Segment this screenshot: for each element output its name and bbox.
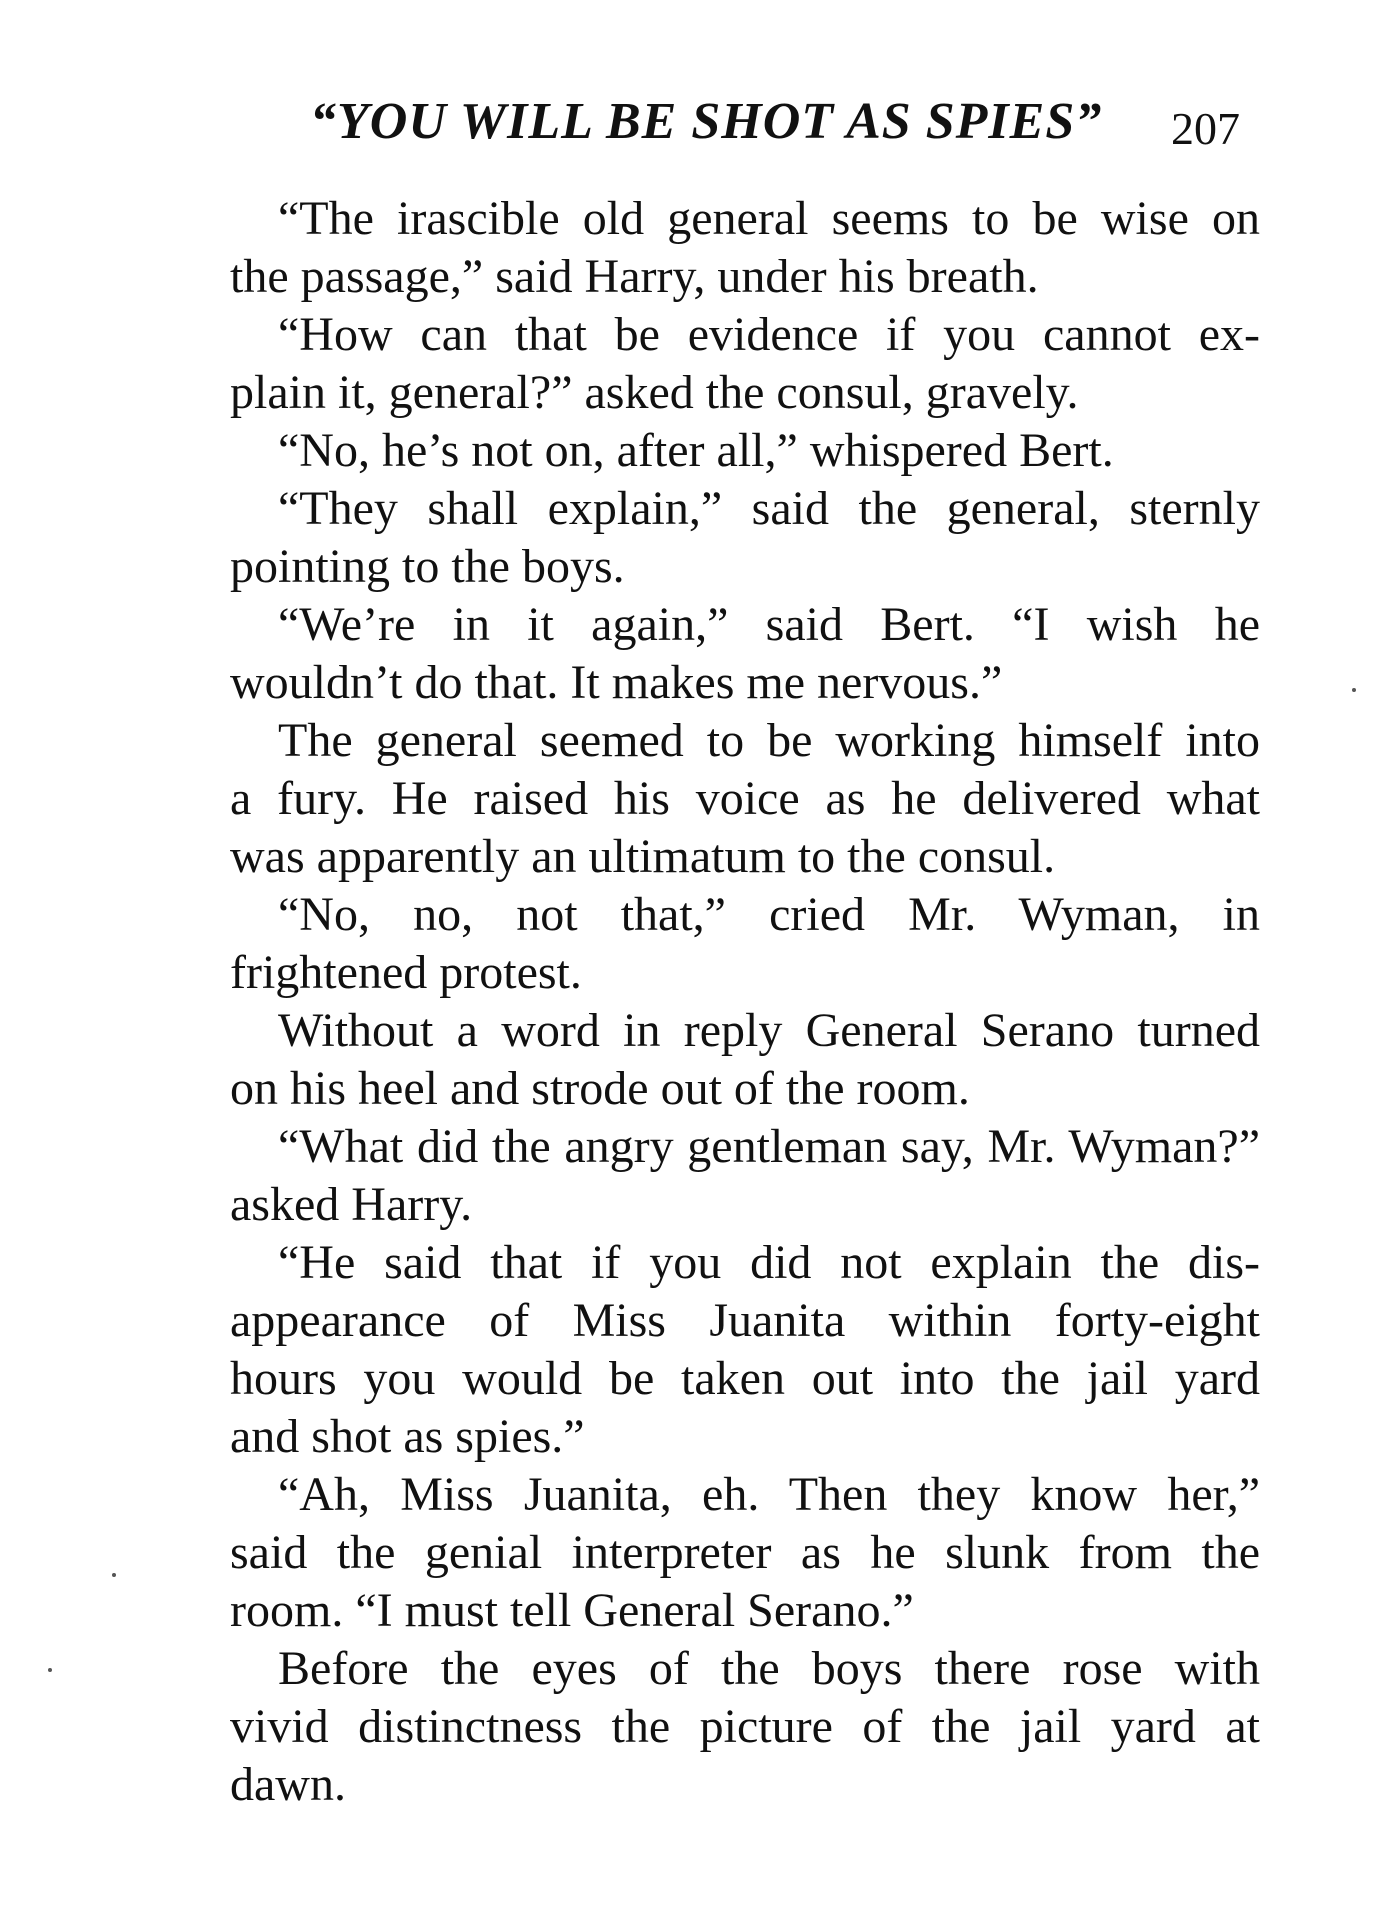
text-line: “How can that be evidence if you cannot ex- <box>278 308 1260 361</box>
text-line: the passage,” said Harry, under his breath. <box>230 250 1039 303</box>
text-line: room. “I must tell General Serano.” <box>230 1584 914 1637</box>
text-line: a fury. He raised his voice as he delivered what <box>230 772 1260 825</box>
text-line: dawn. <box>230 1758 346 1811</box>
text-line: pointing to the boys. <box>230 540 625 593</box>
text-line: “They shall explain,” said the general, sternly <box>278 482 1260 535</box>
text-line: frightened protest. <box>230 946 582 999</box>
text-line: “Ah, Miss Juanita, eh. Then they know her,” <box>278 1468 1260 1521</box>
text-line: on his heel and strode out of the room. <box>230 1062 970 1115</box>
print-speck <box>112 1573 116 1577</box>
text-line: plain it, general?” asked the consul, gravely. <box>230 366 1079 419</box>
text-line: hours you would be taken out into the jail yard <box>230 1352 1260 1405</box>
text-line: “We’re in it again,” said Bert. “I wish he <box>278 598 1260 651</box>
text-line: vivid distinctness the picture of the jail yard at <box>230 1700 1260 1753</box>
text-line: Before the eyes of the boys there rose with <box>278 1642 1260 1695</box>
text-line: and shot as spies.” <box>230 1410 585 1463</box>
text-line: The general seemed to be working himself into <box>278 714 1260 767</box>
text-line: “He said that if you did not explain the dis- <box>278 1236 1260 1289</box>
text-line: wouldn’t do that. It makes me nervous.” <box>230 656 1003 709</box>
page-number: 207 <box>1171 103 1240 154</box>
running-title: “YOU WILL BE SHOT AS SPIES” <box>310 93 1103 150</box>
text-line: Without a word in reply General Serano turned <box>278 1004 1260 1057</box>
text-line: “No, no, not that,” cried Mr. Wyman, in <box>278 888 1260 941</box>
text-line: was apparently an ultimatum to the consul. <box>230 830 1056 883</box>
text-line: “What did the angry gentleman say, Mr. Wyman?” <box>278 1120 1260 1173</box>
text-line: said the genial interpreter as he slunk from the <box>230 1526 1260 1579</box>
text-line: “The irascible old general seems to be wise on <box>278 192 1260 245</box>
text-line: “No, he’s not on, after all,” whispered Bert. <box>278 424 1114 477</box>
body-text <box>230 190 1260 1830</box>
text-line: appearance of Miss Juanita within forty-eight <box>230 1294 1260 1347</box>
print-speck <box>1352 688 1356 692</box>
print-speck <box>48 1668 52 1672</box>
text-line: asked Harry. <box>230 1178 473 1231</box>
running-header <box>310 92 1240 162</box>
